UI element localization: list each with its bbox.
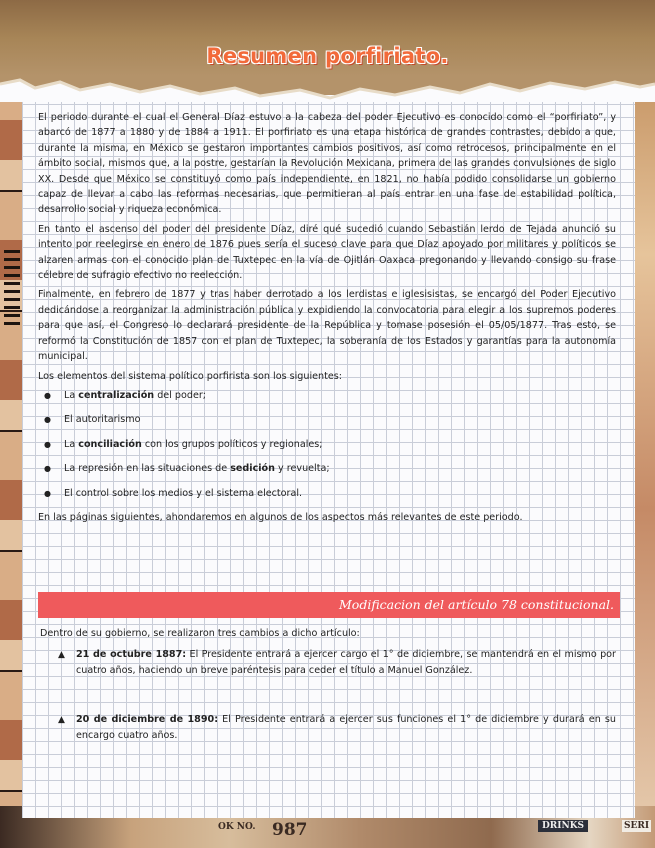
torn-edge	[0, 62, 655, 102]
main-text	[38, 110, 616, 529]
paragraph-elementos: Los elementos del sistema político porfirista son los siguientes:	[38, 370, 342, 382]
barcode-line	[4, 306, 20, 309]
stamp-number: 987	[272, 820, 308, 840]
left-collage-strip	[0, 0, 22, 848]
event-text: El Presidente entrará a ejercer sus funciones el 1° de diciembre y durará en su encargo cuatro años.	[76, 714, 616, 741]
section-intro: Dentro de su gobierno, se realizaron tres cambios a dicho artículo:	[40, 628, 360, 639]
paragraph-ascenso: En tanto el ascenso del poder del presidente Díaz, diré qué sucedió cuando Sebastián lerdo de Tejada anunció su intento por reelegirse en enero de 1876 pues sería el suceso clave para que Díaz apoyado por militares y políticos se alzaren armas con el conocido plan de Tuxtepec en la vía de Ojitlán Oaxaca pregonando y llevando consigo su frase célebre de sufragio efectivo no reelección.	[38, 223, 616, 282]
list-item: ● La centralización del poder;	[64, 388, 616, 403]
barcode-line	[4, 258, 20, 261]
list-item: ● La conciliación con los grupos políticos y regionales;	[64, 437, 616, 452]
event-date: 20 de diciembre de 1890:	[76, 714, 219, 726]
barcode-line	[4, 322, 20, 325]
event-item	[40, 647, 616, 678]
barcode-line	[4, 290, 20, 293]
paragraph-closing: En las páginas siguientes, ahondaremos en algunos de los aspectos más relevantes de este periodo.	[38, 511, 523, 523]
section-title: Modificacion del artículo 78 constitucional.	[339, 597, 614, 612]
barcode-line	[4, 282, 20, 285]
list-item: ● El autoritarismo	[64, 412, 616, 427]
triangle-bullet-icon: ▲	[58, 715, 65, 726]
section-header-bar	[38, 592, 620, 618]
barcode-line	[4, 250, 20, 253]
event-item	[40, 712, 616, 743]
event-text: El Presidente entrará a ejercer cargo el 1° de diciembre, se mantendrá en el mismo por cuatro años, haciendo un breve paréntesis para ceder el título a Manuel González.	[76, 649, 616, 676]
barcode-line	[4, 314, 20, 317]
list-item: ● El control sobre los medios y el sistema electoral.	[64, 486, 616, 501]
page-title: Resumen porfiriato.	[206, 44, 449, 68]
elements-list	[38, 388, 616, 501]
seri-label: SERI	[624, 821, 650, 831]
paragraph-intro: El periodo durante el cual el General Díaz estuvo a la cabeza del poder Ejecutivo es conocido como el “porfiriato”, y abarcó de 1877 a 1880 y de 1884 a 1911. El porfiriato es una etapa histórica de grandes contrastes, debido a que, durante la misma, en México se gestaron importantes cambios positivos, así como retrocesos, principalmente en el ámbito social, mismos que, a la postre, gestarían la Revolución Mexicana, primera de las grandes convulsiones de siglo XX. Desde que México se constituyó como país independiente, en 1821, no había podido consolidarse un gobierno capaz de llevar a cabo las reformas necesarias, que permitieran al país entrar en una fase de estabilidad política, desarrollo social y riqueza económica.	[38, 112, 616, 216]
drinks-label: DRINKS	[538, 820, 588, 832]
section-text	[40, 626, 616, 777]
right-collage-strip	[633, 0, 655, 848]
paragraph-finalmente: Finalmente, en febrero de 1877 y tras haber derrotado a los lerdistas e iglesisistas, se encargó del Poder Ejecutivo dedicándose a reorganizar la administración pública y expidiendo la convocatoria para elegir a los supremos poderes para que así, el Congreso lo declarará presidente de la República y tomase posesión el 05/05/1877. Tras esto, se reformó la Constitución de 1857 con el plan de Tuxtepec, la soberanía de los Estados y garantías para la autonomía municipal.	[38, 289, 616, 363]
event-date: 21 de octubre 1887:	[76, 649, 187, 661]
barcode-line	[4, 298, 20, 301]
triangle-bullet-icon: ▲	[58, 650, 65, 661]
barcode-line	[4, 266, 20, 269]
list-item: ● La represión en las situaciones de sedición y revuelta;	[64, 461, 616, 476]
barcode-line	[4, 274, 20, 277]
ok-no-label: OK NO.	[218, 822, 256, 832]
